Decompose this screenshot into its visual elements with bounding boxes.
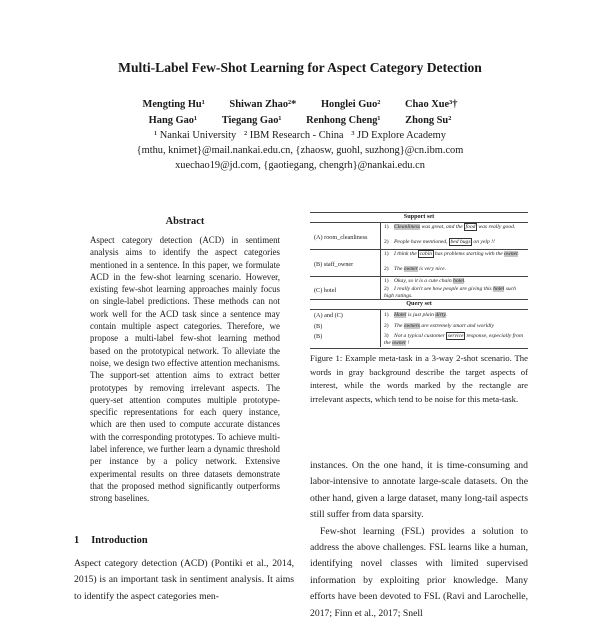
author-name: Honglei Guo² bbox=[320, 99, 381, 110]
author-name: Shiwan Zhao²* bbox=[229, 99, 297, 110]
affiliations: ¹ Nankai University ² IBM Research - China ³ JD Explore Academy bbox=[154, 130, 446, 141]
email-line-1: {mthu, knimet}@mail.nankai.edu.cn, {zhaosw, guohl, suzhong}@cn.ibm.com bbox=[136, 145, 464, 156]
section-heading bbox=[74, 535, 148, 546]
support-row-label: (C) hotel bbox=[314, 287, 337, 294]
email-line-2: xuechao19@jd.com, {gaotiegang, chengrh}@nankai.edu.cn bbox=[175, 160, 425, 171]
figure-caption: Figure 1: Example meta-task in a 3-way 2-shot scenario. The words in gray background describe the target aspects of interest, while the words marked by the rectangle are irrelevant aspects, which tend to be noise for this meta-task. bbox=[310, 353, 528, 404]
author-name: Tiegang Gao¹ bbox=[221, 115, 282, 126]
authors-line-1 bbox=[0, 99, 600, 110]
intro-left-text: Aspect category detection (ACD) (Pontiki et al., 2014, 2015) is an important task in sentiment analysis. It aims to identify the aspect categories men- bbox=[74, 558, 294, 602]
support-set-label: Support set bbox=[403, 213, 435, 220]
support-sentence: 1) Okay, so it is a cute chain hotel. bbox=[384, 278, 466, 284]
intro-right-text bbox=[310, 458, 528, 622]
author-name: Chao Xue³† bbox=[404, 99, 458, 110]
support-sentence: 2) I really don't see how people are giving this hotel such high ratings. bbox=[384, 286, 516, 299]
support-row-label: (A) room_cleanliness bbox=[314, 234, 368, 241]
abstract-heading: Abstract bbox=[165, 216, 205, 227]
query-sentence: 3) Not a typical customer service response, especially from the owner ! bbox=[384, 333, 524, 346]
author-name: Hang Gao¹ bbox=[148, 115, 198, 126]
query-sentence: 2) The owners are extremely smart and worldly bbox=[384, 323, 494, 329]
paper-title: Multi-Label Few-Shot Learning for Aspect Category Detection bbox=[118, 60, 482, 75]
author-name: Renhong Cheng¹ bbox=[306, 115, 381, 126]
paragraph: Few-shot learning (FSL) provides a solution to address the above challenges. FSL learns like a human, identifying novel classes with limited supervised information by exploiting prior knowledge. Many efforts have been devoted to FSL (Ravi and Larochelle, 2017; Finn et al., 2017; Snell bbox=[310, 525, 528, 619]
query-row-label: (B) bbox=[314, 323, 323, 330]
support-sentence: 1) I think the cabin has problems starting with the owner. bbox=[384, 251, 519, 257]
section-title: Introduction bbox=[91, 535, 148, 546]
query-set-label: Query set bbox=[406, 300, 432, 307]
query-row-label: (A) and (C) bbox=[314, 312, 343, 319]
authors-line-2 bbox=[0, 115, 600, 126]
support-sentence: 1) Cleanliness was great, and the food was really good. bbox=[384, 224, 516, 230]
support-sentence: 2) People have mentioned, bed bugs on yelp !! bbox=[384, 239, 495, 245]
author-name: Zhong Su² bbox=[405, 115, 452, 126]
query-row-label: (B) bbox=[314, 333, 323, 340]
support-sentence: 2) The owner is very nice. bbox=[384, 266, 447, 272]
section-number: 1 bbox=[74, 535, 80, 546]
query-sentence: 1) Hotel is just plain dirty. bbox=[384, 312, 448, 318]
author-name: Mengting Hu¹ bbox=[142, 99, 205, 110]
paragraph: instances. On the one hand, it is time-consuming and labor-intensive to annotate large-scale datasets. On the other hand, given a large dataset, many long-tail aspects still suffer from data sparsity. bbox=[310, 460, 528, 521]
abstract-text: Aspect category detection (ACD) in sentiment analysis aims to identify the aspect categories mentioned in a sentence. In this paper, we formulate ACD in the few-shot learning scenario. However, existing few-shot learning approaches mainly focus on single-label predictions. These methods can not work well for the ACD task since a sentence may contain multiple aspect categories. Therefore, we propose a multi-label few-shot learning method based on the prototypical network. To alleviate the noise, we design two effective attention mechanisms. The support-set attention aims to extract better prototypes by removing irrelevant aspects. The query-set attention computes multiple prototype-specific representations for each query instance, which are then used to compute accurate distances with the corresponding prototypes. To achieve multi-label inference, we further learn a dynamic threshold per instance by a policy network. Extensive experimental results on three datasets demonstrate that the proposed method significantly outperforms strong baselines. bbox=[90, 235, 280, 504]
support-row-label: (B) staff_owner bbox=[314, 261, 354, 268]
